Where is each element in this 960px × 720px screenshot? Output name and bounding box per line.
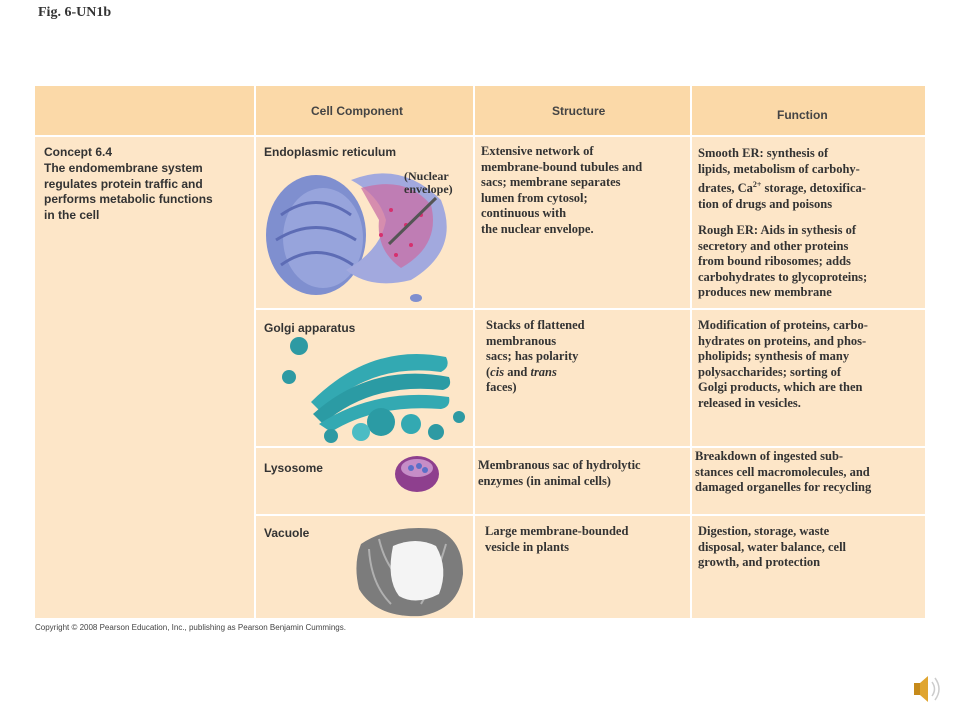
lysosome-structure: Membranous sac of hydrolytic enzymes (in animal cells) [478,458,641,488]
lysosome-label: Lysosome [264,461,323,475]
er-label: Endoplasmic reticulum [264,145,397,159]
concept-title: Concept 6.4 [44,145,113,159]
header-cell-component: Cell Component [311,104,403,118]
header-function: Function [777,108,828,122]
vacuole-illustration [351,524,467,618]
vacuole-label: Vacuole [264,526,310,540]
lysosome-illustration [393,452,441,494]
golgi-function: Modification of proteins, carbo- hydrates on proteins, and phos- pholipids; synthesis of many polysaccharides; sorting of Golgi products, which are then released in vesicles. [698,318,868,410]
vacuole-structure: Large membrane-bounded vesicle in plants [485,524,629,554]
endomembrane-table [35,86,925,618]
header-structure: Structure [552,104,606,118]
golgi-label: Golgi apparatus [264,321,356,335]
figure-label: Fig. 6-UN1b [38,5,112,20]
er-structure: Extensive network of membrane-bound tubules and sacs; membrane separates lumen from cytosol; continuous with the nuclear envelope. [481,144,643,236]
concept-text: The endomembrane system regulates protein traffic and performs metabolic functions in the cell [44,161,213,222]
vacuole-function: Digestion, storage, waste disposal, water balance, cell growth, and protection [698,524,847,569]
er-function-smooth: Smooth ER: synthesis of lipids, metabolism of carbohy- drates, $Ca^{2+}$ storage, detoxifica- tion of drugs and poisons [698,146,866,211]
golgi-illustration [271,332,471,444]
copyright-notice: Copyright © 2008 Pearson Education, Inc., publishing as Pearson Benjamin Cummings. [35,623,346,632]
er-function-rough: Rough ER: Aids in sythesis of secretory and other proteins from bound ribosomes; adds carbohydrates to glycoproteins; produces new membrane [698,223,868,299]
nuclear-envelope-callout: (Nuclear envelope) [404,169,453,196]
golgi-structure: Stacks of flattened membranous sacs; has polarity (cis and trans faces) [486,318,585,394]
speaker-icon[interactable] [912,672,944,706]
lysosome-function: Breakdown of ingested sub- stances cell macromolecules, and damaged organelles for recycling [695,449,872,494]
